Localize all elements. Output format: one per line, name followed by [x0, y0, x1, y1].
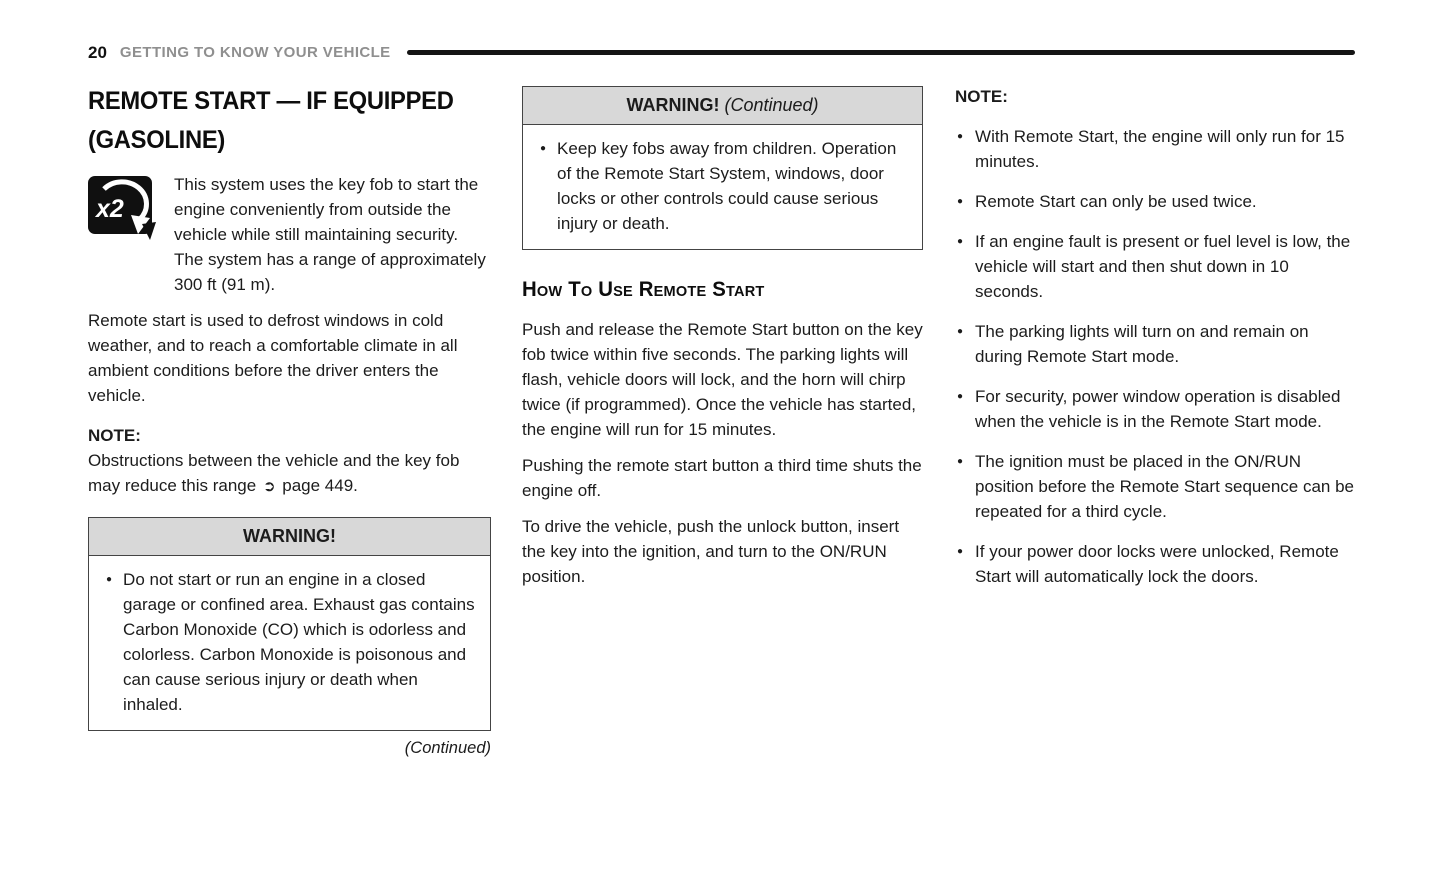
bullet-dot-icon: ●: [957, 236, 964, 247]
warning-continued-header: [523, 87, 922, 125]
note-label: NOTE:: [88, 426, 141, 445]
note-item-text: The ignition must be placed in the ON/RUN position before the Remote Start sequence can be repeated for a third cycle.: [975, 452, 1355, 521]
page-link-text: page 449.: [282, 476, 358, 495]
note-label: NOTE:: [955, 87, 1008, 106]
warning-bullet-text: Keep key fobs away from children. Operation of the Remote Start System, windows, door locks or other controls could cause serious injury or death.: [557, 139, 897, 233]
note-item-text: For security, power window operation is disabled when the vehicle is in the Remote Start mode.: [975, 387, 1341, 431]
note-paragraph: [88, 448, 491, 499]
note-list-item: [955, 229, 1357, 304]
bullet-dot-icon: ●: [957, 326, 964, 337]
running-header: [88, 40, 1355, 65]
warning-label: WARNING!: [243, 526, 336, 546]
continued-marker: (Continued): [404, 739, 491, 757]
intro-block: [88, 172, 491, 297]
left-column: [88, 82, 491, 761]
how-to-use-paragraph: Push and release the Remote Start button on the key fob twice within five seconds. The parking lights will flash, vehicle doors will lock, and the horn will chirp twice (if programmed). Once the vehicle has started, the engine will run for 15 minutes.: [522, 320, 923, 439]
warning-box: [88, 517, 491, 731]
note-list-item: [955, 384, 1357, 434]
bullet-dot-icon: ●: [540, 143, 547, 154]
section-title-remote-start: REMOTE START — IF EQUIPPED (GASOLINE): [88, 87, 454, 154]
page-number: 20: [88, 43, 107, 62]
note-list-item: [955, 124, 1357, 174]
bullet-dot-icon: ●: [957, 391, 964, 402]
x2-icon-label: x2: [96, 195, 124, 223]
note-item-text: If an engine fault is present or fuel level is low, the vehicle will start and then shut down in 10 seconds.: [975, 232, 1351, 301]
note-list-item: [955, 449, 1357, 524]
bullet-dot-icon: ●: [106, 574, 113, 585]
bullet-dot-icon: ●: [957, 456, 964, 467]
middle-column: [522, 86, 923, 600]
remote-start-usage-paragraph: Remote start is used to defrost windows in cold weather, and to reach a comfortable climate in all ambient conditions before the driver enters the vehicle.: [88, 311, 458, 405]
note-text: Obstructions between the vehicle and the key fob may reduce this range: [88, 451, 460, 495]
warning-continued-label: (Continued): [724, 95, 819, 115]
header-rule: [407, 50, 1355, 55]
how-to-use-paragraph: To drive the vehicle, push the unlock button, insert the key into the ignition, and turn to the ON/RUN position.: [522, 517, 900, 586]
right-column: [955, 84, 1357, 604]
remote-start-intro-paragraph: This system uses the key fob to start the engine conveniently from outside the vehicle while still maintaining security. The system has a range of approximately 300 ft (91 m).: [174, 175, 486, 294]
page-link-icon: ➲: [262, 478, 276, 495]
remote-start-x2-icon: [88, 176, 162, 242]
how-to-use-paragraph: Pushing the remote start button a third time shuts the engine off.: [522, 456, 922, 500]
note-item-text: If your power door locks were unlocked, Remote Start will automatically lock the doors.: [975, 542, 1339, 586]
note-bullet-list: [955, 124, 1357, 589]
bullet-dot-icon: ●: [957, 131, 964, 142]
bullet-dot-icon: ●: [957, 196, 964, 207]
note-list-item: [955, 539, 1357, 589]
chapter-title: GETTING TO KNOW YOUR VEHICLE: [119, 44, 391, 61]
warning-label: WARNING!: [626, 95, 720, 115]
warning-continued-box: [522, 86, 923, 250]
subsection-title-how-to-use: How To Use Remote Start: [522, 278, 765, 301]
warning-box-header: [89, 518, 490, 556]
note-item-text: The parking lights will turn on and remain on during Remote Start mode.: [975, 322, 1309, 366]
note-list-item: [955, 319, 1357, 369]
bullet-dot-icon: ●: [957, 546, 964, 557]
note-item-text: With Remote Start, the engine will only run for 15 minutes.: [975, 127, 1345, 171]
note-list-item: [955, 189, 1357, 214]
note-item-text: Remote Start can only be used twice.: [975, 192, 1257, 211]
page-reference-link[interactable]: [261, 476, 358, 495]
warning-continued-body: [523, 125, 922, 249]
warning-box-body: [89, 556, 490, 730]
warning-bullet-item: [534, 136, 910, 236]
warning-bullet-text: Do not start or run an engine in a closed garage or confined area. Exhaust gas contains Carbon Monoxide (CO) which is odorless and colorless. Carbon Monoxide is poisonous and can cause serious injury or death when inhaled.: [123, 570, 475, 714]
warning-bullet-item: [100, 567, 478, 717]
